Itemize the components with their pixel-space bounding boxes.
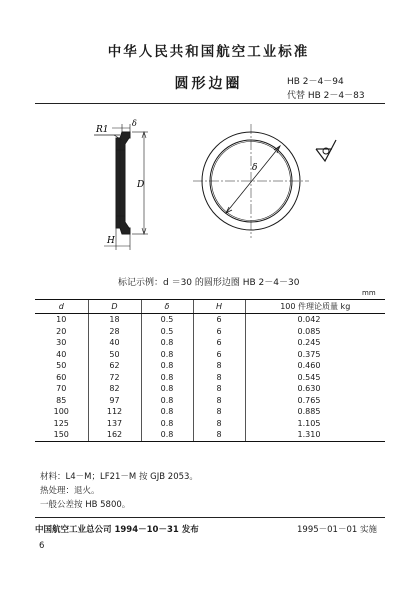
delta-front-label: δ bbox=[252, 163, 258, 173]
table-row bbox=[35, 383, 385, 395]
header-mass: 100 件理论质量 kg bbox=[245, 300, 385, 314]
table-row bbox=[35, 418, 385, 430]
table-cell: 62 bbox=[88, 360, 141, 372]
table-cell: 30 bbox=[56, 338, 67, 348]
table-cell: 18 bbox=[88, 314, 141, 326]
unit-label: mm bbox=[362, 289, 376, 297]
table-cell: 8 bbox=[193, 360, 245, 372]
table-cell: 70 bbox=[56, 384, 67, 394]
table-cell: 20 bbox=[56, 326, 67, 336]
table-row bbox=[35, 429, 385, 441]
table-cell: 8 bbox=[193, 418, 245, 430]
table-row bbox=[35, 337, 385, 349]
ring-drawing bbox=[80, 118, 380, 258]
h-label: H bbox=[107, 236, 115, 246]
replaced-standard: 代替 HB 2－4－83 bbox=[287, 91, 365, 101]
table-row bbox=[35, 360, 385, 372]
table-cell: 162 bbox=[88, 429, 141, 441]
table-row bbox=[35, 372, 385, 384]
page-number: 6 bbox=[39, 541, 45, 551]
table-cell: 0.765 bbox=[245, 395, 385, 407]
table-cell: 10 bbox=[56, 315, 67, 325]
table-cell: 8 bbox=[193, 383, 245, 395]
table-cell: 8 bbox=[193, 429, 245, 441]
table-cell: 0.8 bbox=[141, 406, 193, 418]
table-cell: 0.630 bbox=[245, 383, 385, 395]
table-cell: 6 bbox=[193, 326, 245, 338]
publish-date: 中国航空工业总公司 1994－10－31 发布 bbox=[35, 525, 199, 535]
table-cell: 97 bbox=[88, 395, 141, 407]
table-cell: 0.460 bbox=[245, 360, 385, 372]
table-cell: 40 bbox=[88, 337, 141, 349]
header-delta: δ bbox=[141, 300, 193, 314]
table-cell: 1.105 bbox=[245, 418, 385, 430]
table-cell: 6 bbox=[193, 314, 245, 326]
table-cell: 72 bbox=[88, 372, 141, 384]
table-header-row bbox=[35, 300, 385, 314]
table-cell: 0.8 bbox=[141, 418, 193, 430]
table-cell: 0.8 bbox=[141, 372, 193, 384]
table-cell: 0.8 bbox=[141, 429, 193, 441]
table-cell: 0.8 bbox=[141, 349, 193, 361]
footer-rule bbox=[35, 517, 385, 518]
table-cell: 0.085 bbox=[245, 326, 385, 338]
table-cell: 0.245 bbox=[245, 337, 385, 349]
table-cell: 50 bbox=[56, 361, 67, 371]
table-row bbox=[35, 395, 385, 407]
table-cell: 100 bbox=[53, 407, 69, 417]
table-cell: 150 bbox=[35, 429, 88, 441]
table-cell: 82 bbox=[88, 383, 141, 395]
table-row bbox=[35, 406, 385, 418]
table-cell: 0.545 bbox=[245, 372, 385, 384]
table-cell: 0.042 bbox=[245, 314, 385, 326]
r1-label: R1 bbox=[96, 125, 109, 135]
table-cell: 0.8 bbox=[141, 360, 193, 372]
table-row bbox=[35, 314, 385, 326]
side-view-section bbox=[116, 132, 130, 234]
table-cell: 112 bbox=[88, 406, 141, 418]
table-cell: 50 bbox=[88, 349, 141, 361]
table-row bbox=[35, 326, 385, 338]
table-cell: 137 bbox=[88, 418, 141, 430]
standard-title: 中华人民共和国航空工业标准 bbox=[107, 44, 310, 60]
table-cell: 28 bbox=[88, 326, 141, 338]
tolerance-note: 一般公差按 HB 5800。 bbox=[40, 500, 131, 510]
table-cell: 0.8 bbox=[141, 395, 193, 407]
table-cell: 0.8 bbox=[141, 383, 193, 395]
header-d: d bbox=[35, 300, 88, 314]
table-cell: 60 bbox=[56, 372, 67, 382]
part-title: 圆形边圈 bbox=[174, 76, 243, 92]
material-note: 材料：L4－M；LF21－M 按 GJB 2053。 bbox=[40, 472, 198, 482]
table-cell: 0.5 bbox=[141, 326, 193, 338]
table-cell: 125 bbox=[53, 418, 69, 428]
table-cell: 0.5 bbox=[141, 314, 193, 326]
table-cell: 8 bbox=[193, 395, 245, 407]
table-cell: 0.8 bbox=[141, 337, 193, 349]
header-D: D bbox=[88, 300, 141, 314]
dimension-table bbox=[35, 299, 385, 442]
table-cell: 6 bbox=[193, 349, 245, 361]
table-cell: 40 bbox=[56, 349, 67, 359]
table-cell: 0.375 bbox=[245, 349, 385, 361]
table-cell: 8 bbox=[193, 406, 245, 418]
standard-number: HB 2－4－94 bbox=[287, 77, 344, 87]
d-big-label: D bbox=[137, 180, 145, 190]
table-cell: 85 bbox=[56, 395, 67, 405]
table-row bbox=[35, 349, 385, 361]
table-cell: 6 bbox=[193, 337, 245, 349]
table-cell: 1.310 bbox=[245, 429, 385, 441]
delta-side-label: δ bbox=[132, 119, 137, 128]
table-cell: 8 bbox=[193, 372, 245, 384]
marking-example: 标记示例：d ＝30 的圆形边圈 HB 2－4－30 bbox=[118, 278, 300, 288]
heat-treatment-note: 热处理：退火。 bbox=[40, 486, 100, 496]
implement-date: 1995－01－01 实施 bbox=[297, 525, 377, 535]
header-rule bbox=[35, 103, 385, 104]
table-cell: 0.885 bbox=[245, 406, 385, 418]
header-H: H bbox=[193, 300, 245, 314]
